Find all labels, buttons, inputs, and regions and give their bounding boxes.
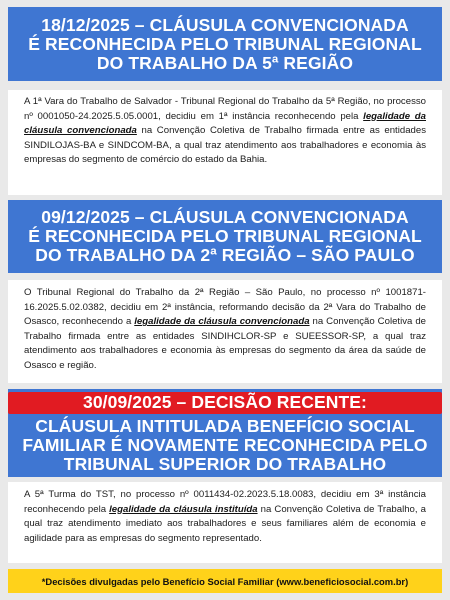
- section2-body-emphasis: legalidade da cláusula convencionada: [134, 316, 310, 328]
- section2-body-after: na Convenção Coletiva de Trabalho firmada entre as entidades SINDIHCLOR-SP e SUEESSOR-SP, a qual traz atendimento aos trabalhadores e economia às empresas do segmento da área da saúde de Osasco e região.: [24, 316, 426, 371]
- section2-body-text: [24, 286, 426, 374]
- section3-body-emphasis: legalidade da cláusula instituída: [109, 503, 258, 515]
- section2-title-line-3: DO TRABALHO DA 2ª REGIÃO – SÃO PAULO: [35, 245, 415, 265]
- section1-body-after: na Convenção Coletiva de Trabalho firmada entre as entidades SINDILOJAS-BA e SINDCOM-BA, a qual traz atendimento aos trabalhadores e economia às empresas do segmento de comércio do estado da Bahia.: [24, 125, 426, 166]
- section1-title-line-2: É RECONHECIDA PELO TRIBUNAL REGIONAL: [28, 33, 422, 54]
- section3-title-line-3: TRIBUNAL SUPERIOR DO TRABALHO: [63, 454, 387, 474]
- section1-title-line-1: 18/12/2025 – CLÁUSULA CONVENCIONADA: [41, 14, 409, 35]
- section3-highlight-badge: 30/09/2025 – DECISÃO RECENTE:: [8, 392, 442, 414]
- section3-highlight-wrap: [8, 392, 442, 417]
- section3-title-banner: [8, 389, 442, 477]
- section2-title-banner: [8, 200, 442, 273]
- section2-title-line-1: 09/12/2025 – CLÁUSULA CONVENCIONADA: [41, 207, 409, 227]
- section2-body-card: [8, 280, 442, 383]
- section3-body-before: A 5ª Turma do TST, no processo nº 0011434-02.2023.5.18.0083, decidiu em 3ª instância reconhecendo pela: [24, 489, 426, 515]
- section1-body-emphasis: legalidade da cláusula convencionada: [24, 110, 426, 137]
- section3-body-text: [24, 488, 426, 546]
- section2-body-before: O Tribunal Regional do Trabalho da 2ª Região – São Paulo, no processo nº 1001871-16.2025.5.02.0382, decidiu em 2ª instância, reformando decisão da 2ª Vara do Trabalho de Osasco, reconhecendo a: [24, 287, 426, 328]
- section2-title-line-2: É RECONHECIDA PELO TRIBUNAL REGIONAL: [28, 226, 422, 246]
- section1-body-text: [24, 95, 426, 168]
- section3-body-card: [8, 482, 442, 563]
- section1-body-before: A 1ª Vara do Trabalho de Salvador - Tribunal Regional do Trabalho da 5ª Região, no processo nº 0001050-24.2025.5.05.0001, decidiu em 1ª instância reconhecendo pela: [24, 96, 426, 122]
- section1-title-line-3: DO TRABALHO DA 5ª REGIÃO: [96, 52, 354, 73]
- section3-title-line-1: CLÁUSULA INTITULADA BENEFÍCIO SOCIAL: [35, 416, 415, 436]
- section1-body-card: [8, 90, 442, 195]
- section3-title-line-2: FAMILIAR É NOVAMENTE RECONHECIDA PELO: [22, 435, 428, 455]
- section3-body-after: na Convenção Coletiva de Trabalho, a qual traz atendimento imediato aos trabalhadores e seus familiares além de economia e agilidade para as empresas do segmento representado.: [24, 503, 426, 544]
- footer-text: *Decisões divulgadas pelo Benefício Social Familiar (www.beneficiosocial.com.br): [41, 575, 409, 587]
- section1-title-banner: [8, 7, 442, 81]
- footer-disclaimer: [8, 569, 442, 593]
